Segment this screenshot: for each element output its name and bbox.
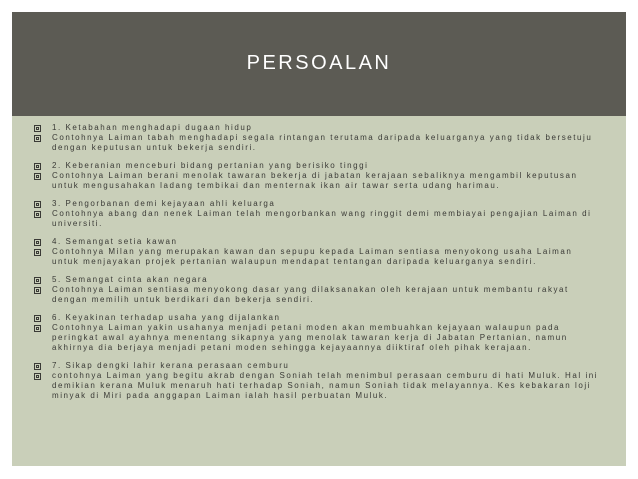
body-line: Contohnya Laiman tabah menghadapi segala rintangan terutama daripada keluarganya yang tidak bersetuju	[52, 133, 593, 142]
group-gap	[34, 305, 620, 313]
bullet-heading	[34, 237, 620, 247]
group-gap	[34, 191, 620, 199]
body-line: untuk menjayakan projek pertanian walaupun mendapat tentangan daripada keluarganya sendiri.	[52, 257, 537, 266]
body-line: universiti.	[52, 219, 103, 228]
body-line: Contohnya Laiman berani menolak tawaran bekerja di jabatan kerajaan sebaliknya mengambil keputusan	[52, 171, 578, 180]
group-gap	[34, 229, 620, 237]
bullet-icon	[34, 277, 40, 283]
bullet-icon	[34, 201, 40, 207]
body-line: Contohnya Milan yang merupakan kawan dan sepupu kepada Laiman sentiasa menyokong usaha Laiman	[52, 247, 573, 256]
heading-text: 3. Pengorbanan demi kejayaan ahli keluarga	[52, 199, 276, 208]
bullet-icon	[34, 239, 40, 245]
bullet-heading	[34, 161, 620, 171]
bullet-list	[34, 123, 620, 401]
bullet-icon	[34, 287, 40, 293]
bullet-icon	[34, 211, 40, 217]
slide-title: PERSOALAN	[246, 52, 392, 74]
bullet-heading	[34, 361, 620, 371]
bullet-heading	[34, 199, 620, 209]
bullet-body	[34, 247, 620, 267]
bullet-icon	[34, 173, 40, 179]
heading-text: 4. Semangat setia kawan	[52, 237, 178, 246]
bullet-body	[34, 133, 620, 153]
group-gap	[34, 267, 620, 275]
bullet-icon	[34, 125, 40, 131]
bullet-body	[34, 285, 620, 305]
bullet-body	[34, 209, 620, 229]
heading-text: 5. Semangat cinta akan negara	[52, 275, 209, 284]
body-line: contohnya Laiman yang begitu akrab dengan Soniah telah menimbul perasaan cemburu di hati Muluk. Hal ini	[52, 371, 599, 380]
body-line: Contohnya Laiman sentiasa menyokong dasar yang dilaksanakan oleh kerajaan untuk membantu rakyat	[52, 285, 569, 294]
body-line: Contohnya Laiman yakin usahanya menjadi petani moden akan membuahkan kejayaan walaupun pada	[52, 323, 560, 332]
title-bar	[12, 12, 626, 116]
body-line: dengan memilih untuk berdikari dan bekerja sendiri.	[52, 295, 315, 304]
heading-text: 2. Keberanian menceburi bidang pertanian yang berisiko tinggi	[52, 161, 369, 170]
bullet-icon	[34, 315, 40, 321]
bullet-icon	[34, 249, 40, 255]
body-line: peringkat awal ayahnya menentang sikapnya yang menolak tawaran kerja di Jabatan Pertanian, namun	[52, 333, 568, 342]
slide	[12, 12, 626, 466]
bullet-heading	[34, 313, 620, 323]
bullet-body	[34, 323, 620, 353]
heading-text: 6. Keyakinan terhadap usaha yang dijalankan	[52, 313, 281, 322]
group-gap	[34, 353, 620, 361]
body-line: Contohnya abang dan nenek Laiman telah mengorbankan wang ringgit demi membiayai pengajian Laiman di	[52, 209, 592, 218]
heading-text: 1. Ketabahan menghadapi dugaan hidup	[52, 123, 253, 132]
bullet-icon	[34, 363, 40, 369]
body-line: demikian kerana Muluk menaruh hati terhadap Soniah, namun Soniah tidak melayannya. Kes kebakaran loji	[52, 381, 592, 390]
bullet-heading	[34, 275, 620, 285]
bullet-body	[34, 171, 620, 191]
body-line: untuk mengusahakan ladang tembikai dan menternak ikan air tawar serta udang harimau.	[52, 181, 501, 190]
bullet-body	[34, 371, 620, 401]
heading-text: 7. Sikap dengki lahir kerana perasaan cemburu	[52, 361, 290, 370]
bullet-heading	[34, 123, 620, 133]
body-line: minyak di Miri pada anggapan Laiman ialah hasil perbuatan Muluk.	[52, 391, 389, 400]
bullet-icon	[34, 135, 40, 141]
group-gap	[34, 153, 620, 161]
bullet-icon	[34, 163, 40, 169]
body-line: dengan keputusan untuk bekerja sendiri.	[52, 143, 257, 152]
body-line: akhirnya dia berjaya menjadi petani moden sehingga kejayaannya diiktiraf oleh pihak kerajaan.	[52, 343, 532, 352]
bullet-icon	[34, 325, 40, 331]
bullet-icon	[34, 373, 40, 379]
